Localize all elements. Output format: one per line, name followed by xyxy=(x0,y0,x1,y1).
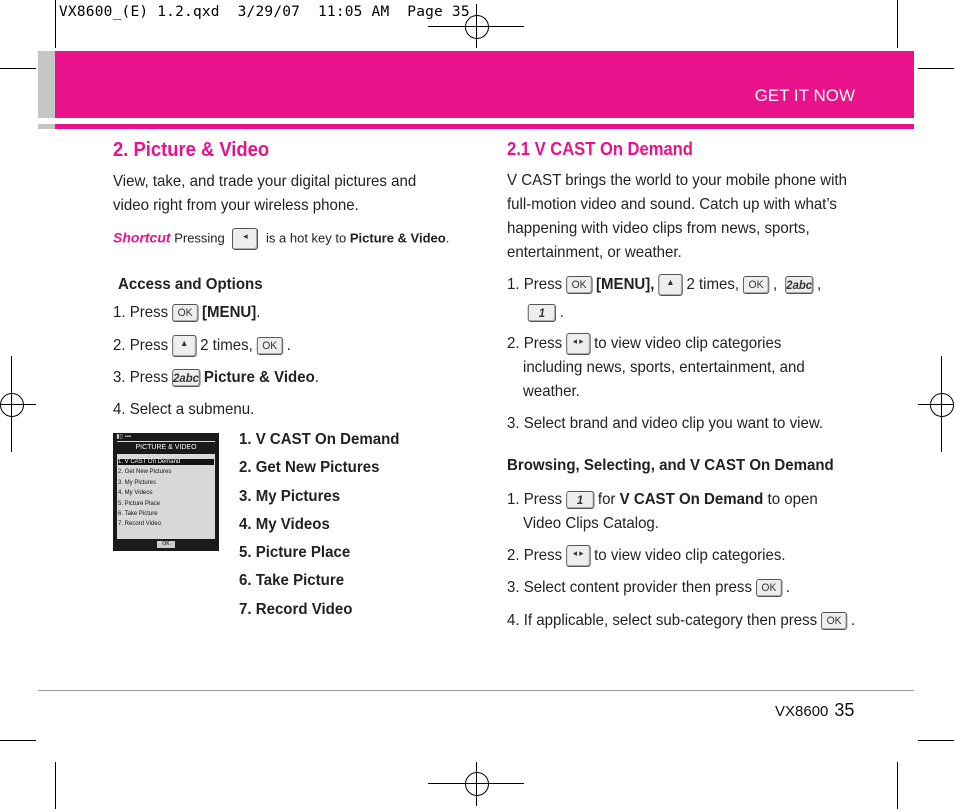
left-right-nav-key-icon: ◂ ▸ xyxy=(566,333,590,355)
step-line: including news, sports, entertainment, and xyxy=(522,359,805,376)
browse-heading: Browsing, Selecting, and V CAST On Demand xyxy=(507,457,834,474)
registration-mark xyxy=(930,393,954,417)
crop-mark xyxy=(0,404,36,405)
crop-mark xyxy=(55,0,56,48)
step-label: 1. Press xyxy=(113,304,169,321)
pink-rule xyxy=(55,124,914,129)
phone-item: 3. My Pictures xyxy=(118,480,157,486)
status-bar-icons: ▮▯ ▪▪▪ xyxy=(113,434,131,440)
phone-title: PICTURE & VIDEO xyxy=(117,442,215,454)
step-text: to open xyxy=(767,491,818,508)
crop-mark xyxy=(476,762,477,806)
period: . xyxy=(314,369,319,386)
intro-line: full-motion video and sound. Catch up with what’s xyxy=(507,196,837,213)
period: . xyxy=(286,337,291,354)
vcast-step-1: 1. Press OK [MENU], ▲ 2 times, OK , 2abc , xyxy=(507,273,821,297)
phone-screen-image xyxy=(113,433,219,551)
period: . xyxy=(785,579,790,596)
crop-mark xyxy=(428,783,524,784)
step-target: V CAST On Demand xyxy=(619,491,764,508)
registration-mark xyxy=(0,393,24,417)
intro-line: happening with video clips from news, sports, xyxy=(507,220,810,237)
submenu-item: 6. Take Picture xyxy=(239,572,345,590)
submenu-item: 5. Picture Place xyxy=(239,544,351,562)
step-label: 2. Press xyxy=(507,547,563,564)
step-line: weather. xyxy=(522,383,580,400)
vcast-step-3: 3. Select brand and video clip you want to view. xyxy=(507,415,824,432)
phone-item: 1. V CAST On Demand xyxy=(118,459,214,465)
crop-mark xyxy=(918,740,954,741)
ok-key-icon: OK xyxy=(756,579,782,597)
shortcut-label: Shortcut xyxy=(113,229,171,246)
left-right-nav-key-icon: ◂ ▸ xyxy=(566,545,590,567)
access-heading: Access and Options xyxy=(118,276,263,293)
period: . xyxy=(445,230,450,246)
print-slug: VX8600_(E) 1.2.qxd 3/29/07 11:05 AM Page 35 xyxy=(59,4,470,20)
crop-mark xyxy=(428,26,524,27)
up-nav-key-icon: ▲ xyxy=(172,335,196,357)
browse-step-4 xyxy=(507,609,855,633)
menu-label: [MENU], xyxy=(596,276,655,293)
step-label: 2. Press xyxy=(507,335,563,352)
step-label: 2. Press xyxy=(113,337,169,354)
key-1-icon: 1 xyxy=(528,304,556,322)
submenu-item: 1. V CAST On Demand xyxy=(239,431,400,448)
intro-line: V CAST brings the world to your mobile phone with xyxy=(507,172,847,189)
intro-line: video right from your wireless phone. xyxy=(113,197,359,214)
crop-mark xyxy=(918,404,954,405)
registration-mark xyxy=(465,772,489,796)
submenu-item: 2. Get New Pictures xyxy=(239,459,380,477)
step-text: to view video clip categories. xyxy=(594,547,786,564)
step-line xyxy=(507,488,818,512)
intro-line: View, take, and trade your digital pictures and xyxy=(113,173,417,190)
header-band xyxy=(55,51,914,118)
step-4: 4. Select a submenu. xyxy=(113,401,255,418)
vcast-step-2 xyxy=(507,332,805,404)
subsection-title: 2.1 V CAST On Demand xyxy=(507,139,693,159)
ok-key-icon: OK xyxy=(566,276,592,294)
ok-key-icon: OK xyxy=(257,337,283,355)
step-text: 3. Select content provider then press xyxy=(507,579,752,596)
crop-mark xyxy=(897,0,898,48)
intro-line: entertainment, or weather. xyxy=(507,244,682,261)
phone-ok-softkey: OK xyxy=(157,541,175,548)
intro-text xyxy=(113,170,416,218)
step-line: Video Clips Catalog. xyxy=(522,515,659,532)
step-3 xyxy=(113,366,319,390)
step-line xyxy=(507,332,805,356)
step-text: for xyxy=(597,491,616,508)
submenu-item: 4. My Videos xyxy=(239,515,330,533)
step-text: 4. If applicable, select sub-category then press xyxy=(507,612,818,629)
period: . xyxy=(256,304,261,321)
bottom-rule xyxy=(38,690,914,691)
left-nav-key-icon: ◂ xyxy=(232,228,258,250)
up-nav-key-icon: ▲ xyxy=(658,274,682,296)
crop-mark xyxy=(0,740,36,741)
key-1-icon: 1 xyxy=(566,491,594,509)
key-2abc-icon: 2abc xyxy=(173,370,199,385)
shortcut-pre: Pressing xyxy=(174,230,225,246)
submenu-item: 7. Record Video xyxy=(239,600,353,618)
step-label: 1. Press xyxy=(507,491,563,508)
crop-mark xyxy=(918,68,954,69)
crop-mark xyxy=(0,68,36,69)
grey-rule xyxy=(38,124,55,129)
vcast-intro xyxy=(507,169,847,265)
ok-key-icon: OK xyxy=(743,276,769,294)
ok-key-icon: OK xyxy=(821,612,847,630)
phone-item: 6. Take Picture xyxy=(118,511,158,517)
crop-mark xyxy=(897,762,898,809)
browse-step-1 xyxy=(507,488,818,536)
shortcut-note xyxy=(113,228,449,250)
vcast-step-1-cont: 1 . xyxy=(524,301,564,325)
submenu-list xyxy=(239,426,399,624)
menu-label: [MENU] xyxy=(202,304,257,321)
shortcut-post: is a hot key to xyxy=(266,230,347,246)
phone-item: 4. My Videos xyxy=(118,490,153,496)
step-text: 2 times, xyxy=(200,337,253,354)
step-text: 2 times, xyxy=(686,276,740,293)
step-1 xyxy=(113,301,260,325)
period: . xyxy=(851,612,856,629)
crop-mark xyxy=(55,762,56,809)
page-number: 35 xyxy=(834,700,855,720)
step-2 xyxy=(113,334,291,358)
phone-item: 2. Get New Pictures xyxy=(118,469,172,475)
page-title: 2. Picture & Video xyxy=(113,139,270,161)
key-2abc-icon: 2abc xyxy=(786,277,813,292)
grey-tab xyxy=(38,51,55,118)
step-label: 1. Press xyxy=(507,276,563,293)
step-target: Picture & Video xyxy=(203,369,315,386)
model-label: VX8600 xyxy=(775,703,829,720)
phone-item: 7. Record Video xyxy=(118,521,161,527)
section-title: GET IT NOW xyxy=(754,86,855,105)
browse-step-3 xyxy=(507,576,790,600)
phone-item: 5. Picture Place xyxy=(118,501,161,507)
shortcut-target: Picture & Video xyxy=(349,230,446,246)
ok-key-icon: OK xyxy=(172,304,198,322)
browse-step-2 xyxy=(507,544,786,568)
page-footer xyxy=(775,700,854,721)
submenu-item: 3. My Pictures xyxy=(239,487,341,505)
step-label: 3. Press xyxy=(113,369,169,386)
step-text: to view video clip categories xyxy=(594,335,782,352)
